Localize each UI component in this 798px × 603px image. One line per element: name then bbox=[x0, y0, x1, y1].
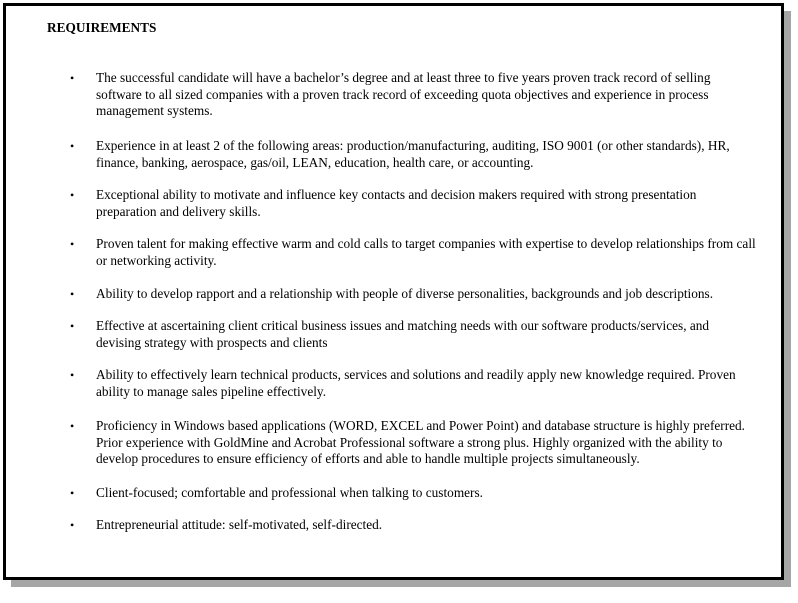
requirement-text: Ability to effectively learn technical products, services and solutions and readily apply new knowledge required. Proven ability to manage sales pipeline effectively. bbox=[96, 367, 736, 399]
requirement-text: Ability to develop rapport and a relationship with people of diverse personalities, backgrounds and job descriptions. bbox=[96, 286, 714, 301]
list-item bbox=[70, 485, 756, 502]
list-item bbox=[70, 286, 756, 303]
list-item bbox=[70, 318, 756, 351]
list-item bbox=[70, 138, 756, 171]
bullet-icon: • bbox=[70, 419, 75, 433]
requirement-text: Effective at ascertaining client critical business issues and matching needs with our software products/services, and devising strategy with prospects and clients bbox=[96, 318, 710, 350]
requirement-text: Client-focused; comfortable and professional when talking to customers. bbox=[96, 485, 483, 500]
bullet-icon: • bbox=[70, 287, 75, 301]
requirement-text: Experience in at least 2 of the following areas: production/manufacturing, auditing, ISO 9001 (or other standards), HR, finance, banking, aerospace, gas/oil, LEAN, education, health care, or accounting. bbox=[96, 138, 730, 170]
list-item bbox=[70, 418, 756, 468]
list-item bbox=[70, 70, 756, 120]
bullet-icon: • bbox=[70, 188, 75, 202]
bullet-icon: • bbox=[70, 71, 75, 85]
requirement-text: Proven talent for making effective warm and cold calls to target companies with expertise to develop relationships from call or networking activity. bbox=[96, 236, 756, 268]
requirement-text: Exceptional ability to motivate and influence key contacts and decision makers required with strong presentation preparation and delivery skills. bbox=[96, 187, 697, 219]
requirement-text: Entrepreneurial attitude: self-motivated, self-directed. bbox=[96, 517, 383, 532]
bullet-icon: • bbox=[70, 319, 75, 333]
bullet-icon: • bbox=[70, 486, 75, 500]
list-item bbox=[70, 236, 756, 269]
frame-shadow-bottom bbox=[11, 580, 791, 587]
bullet-icon: • bbox=[70, 237, 75, 251]
list-item bbox=[70, 367, 756, 400]
bullet-icon: • bbox=[70, 368, 75, 382]
list-item bbox=[70, 187, 756, 220]
requirement-text: The successful candidate will have a bachelor’s degree and at least three to five years proven track record of selling software to all sized companies with a proven track record of exceeding quota objectives and experience in process management systems. bbox=[96, 70, 711, 118]
list-item bbox=[70, 517, 756, 534]
bullet-icon: • bbox=[70, 518, 75, 532]
requirement-text: Proficiency in Windows based applications (WORD, EXCEL and Power Point) and database structure is highly preferred. Prior experience with GoldMine and Acrobat Professional software a strong plus. Highly organized with the ability to develop procedures to ensure efficiency of efforts and able to handle multiple projects simultaneously. bbox=[96, 418, 746, 466]
frame-shadow-right bbox=[784, 11, 791, 583]
bullet-icon: • bbox=[70, 139, 75, 153]
section-heading: REQUIREMENTS bbox=[47, 20, 157, 35]
